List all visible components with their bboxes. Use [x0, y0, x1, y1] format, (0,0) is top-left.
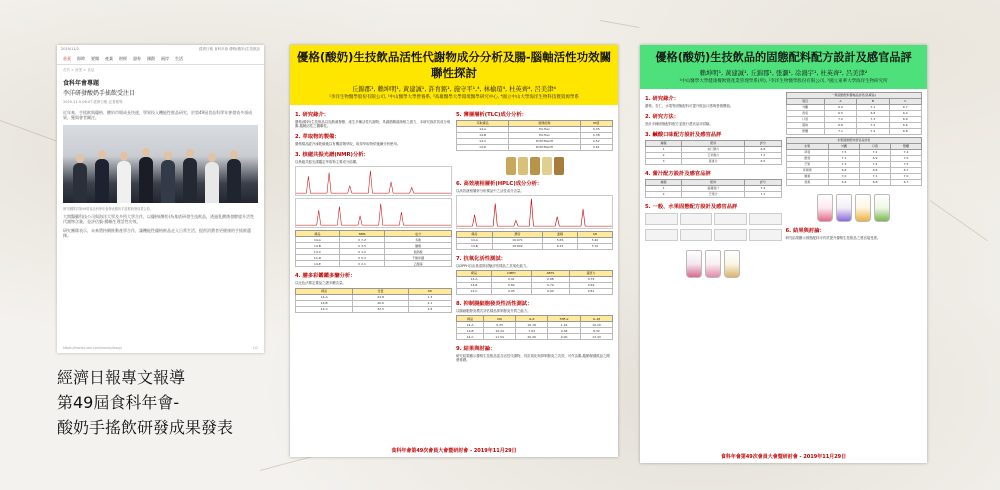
table-title: 一般固態配料優格品評表(各樣品) — [786, 92, 922, 98]
person-head — [230, 150, 238, 159]
poster-affiliations: ¹李洋生物醫學股份有限公司, ²中山醫學大學營養系, ³高雄醫學大學環境醫學研究中心, ⁴國立中山大學海洋生物科技暨資源學系 — [329, 95, 579, 100]
general-sensory-table: 一般固態配料優格品評表(各樣品) 項目 A B C 外觀 6.9 7.1 6.7 香氣 6.5 6.8 6.4 口感 7.0 7.3 6.9 風味 6.8 7.2 6.6 整體 7.1 7.4 6.8 — [786, 92, 923, 135]
section-heading: 2. 研究方法： — [645, 113, 680, 120]
section-text: 優格樣品經冷凍乾燥後以有機溶劑萃取，取得萃取物供後續分析使用。 — [295, 141, 401, 146]
poster-authors: 丘錦郡¹, 賴坤明¹, 黃建誠¹, 許育銘¹, 施守平¹,⁴, 林榆瑄⁴, 杜英齊⁴, 呂美津⁴ — [352, 86, 556, 93]
person-figure — [183, 158, 197, 203]
poster-footer: 食科年會第49次會員大會暨研討會 - 2019年11月29日 — [391, 448, 517, 454]
article-group-photo — [63, 125, 258, 203]
section-heading: 3. 鹹酸口味配方設計及感官品評 — [645, 131, 722, 138]
person-head — [186, 149, 194, 158]
yogurt-cup — [874, 194, 890, 222]
section-text: 研究結果顯示優格生技飲品富含活性代謝物，具抗氧化與抑制發炎之功效，可作為腸-腦軸保健飲品之開發基礎。 — [456, 354, 610, 363]
sensory-image — [645, 229, 678, 241]
sensory-image-row — [645, 213, 782, 225]
yogurt-cups — [645, 246, 782, 278]
research-poster-1 — [290, 45, 618, 457]
hplc-chromatogram — [456, 195, 613, 229]
nmr-spectrum-plot — [296, 167, 451, 195]
nmr-table: 樣品 NMR 成分 14-A δ 7.2 多酚 14-B δ 3.5 醣類 14-C δ 1.2 脂肪酸 14-D δ 5.3 不飽和鍵 14-E δ 2.1 乙醯基 — [295, 230, 452, 267]
poster-header — [290, 45, 618, 105]
poster-authors: 賴坤明¹, 黃建誠¹, 丘錦郡¹, 張灝¹, 凃鴻宇¹, 杜英齊², 呂美津² — [699, 70, 868, 77]
table-title: 水果固態配料感官品評表 — [786, 137, 922, 143]
sensory-image-row — [645, 229, 782, 241]
nav-item[interactable]: 財經 — [119, 56, 127, 61]
article-paragraph: 近年來，手搖飲與優格、酸奶市場成長快速，學界投入機能性飲品研究，於第49屆食品科學年會發表多項成果，獲與會者關注。 — [63, 110, 253, 120]
nav-item[interactable]: 產業 — [105, 56, 113, 61]
poster-header — [640, 45, 927, 89]
section-heading: 8. 抑制腸細胞發炎性活性測試： — [456, 300, 533, 307]
article-subtitle: 李洋研發酸奶手搖飲受注目 — [63, 90, 136, 97]
section-text: 以核磁共振光譜鑑定萃取物主要成分結構。 — [295, 160, 360, 165]
fruit-sensory-table: 水果固態配料感官品評表 水果 外觀 口感 整體 草莓 7.5 7.2 7.4 藍莓 7.1 6.9 7.0 芒果 7.3 7.4 7.5 奇異果 6.8 6.6 6.7 鳳梨 7.0 7.1 7.0 香蕉 6.6 6.8 6.7 — [786, 137, 923, 186]
section-text: 優格(酸奶)生技飲品以乳酸菌發酵，產生多種活性代謝物，具調節腸道菌相之潛力，本研究探討其成分與腸-腦軸活性之關聯性。 — [295, 119, 451, 128]
section-heading: 7. 抗氧化活性測試： — [456, 255, 506, 262]
sensory-image — [680, 213, 713, 225]
yogurt-cup — [855, 194, 871, 222]
person-head — [120, 152, 128, 161]
section-heading: 6. 結果與討論： — [785, 227, 825, 234]
antioxidant-table: 樣品 DPPH ABTS 還原力 14-A 0.91 0.88 0.76 14-B 0.82 0.79 0.69 14-C 0.95 0.90 0.81 — [456, 270, 613, 295]
person-head — [208, 153, 216, 162]
poster-title: 優格(酸奶)生技飲品的固態配料配方設計及感官品評 — [655, 51, 912, 64]
nav-item[interactable]: 國際 — [147, 56, 155, 61]
poster-title: 優格(酸奶)生技飲品活性代謝物成分分析及腸-腦軸活性功效關聯性探討 — [296, 50, 612, 80]
article-url[interactable]: https://money.udn.com/money/story/ — [63, 346, 122, 350]
yogurt-cup — [836, 194, 852, 222]
yogurt-cup — [724, 250, 740, 278]
sample-vial — [542, 157, 552, 175]
person-head — [164, 151, 172, 160]
caption-line: 第49屆食科年會- — [57, 393, 180, 412]
person-head — [98, 150, 106, 159]
nav-item[interactable]: 首頁 — [63, 56, 71, 61]
sensory-image — [749, 213, 782, 225]
anti-inflammation-table: 樣品 NO IL-6 TNF-α IL-1β 14-A 6.35 16.18 1.16 10.20 14-B 10.24 7.64 4.38 8.32 14-C 11.54 20.26 0.00 13.43 — [456, 315, 613, 340]
section-heading: 1. 研究緣介： — [645, 95, 680, 102]
person-figure — [73, 163, 87, 203]
nav-item[interactable]: 兩岸 — [161, 56, 169, 61]
section-text: 以高效液相層析分析樣品中之活性成分含量。 — [456, 188, 524, 193]
article-paragraph: 大開醫藥科技公司與海洋大學及多所大學合作，以優格(酸奶)為基底研發生技飲品，透過乳酸菌發酵提升活性代謝物含量，並評估腦-腸軸生理活性功效。 — [63, 214, 255, 224]
sensory-image — [680, 229, 713, 241]
photo-caption: 研究團隊於第49屆食品科學年會發表酸奶手搖飲研發成果合影。 — [63, 207, 154, 211]
section-heading: 1. 研究緣介： — [295, 111, 330, 118]
breadcrumb: 首頁 > 產業 > 食品 — [63, 68, 95, 72]
polysaccharide-table: 樣品 含量 SD 14-A 24.8 1.3 14-B 40.6 2.1 14-C 32.5 1.8 — [295, 288, 452, 313]
yogurt-cups — [786, 190, 923, 222]
sensory-image — [749, 229, 782, 241]
nmr-spectrum — [295, 198, 452, 228]
salty-sour-table: 編號 配料 評分 1 杏仁酥片 6.8 2 玉米脆片 7.2 3 燕麥片 6.5 — [645, 140, 782, 165]
article-title: 食科年會專題 — [63, 80, 100, 87]
poster-affiliations: ¹中山醫學大學健康餐飲暨產業管理學系(所), ²李洋生物醫學股份有限公司, ³國立東華大學海洋生物研究所 — [679, 79, 888, 84]
section-text: 以腸細胞發炎模式評估樣品抑制發炎介質之能力。 — [456, 308, 531, 313]
sample-vial — [530, 157, 540, 175]
nav-item[interactable]: 要聞 — [91, 56, 99, 61]
sample-vial — [554, 157, 564, 175]
news-article-clipping — [57, 45, 264, 353]
caption-line: 酸奶手搖飲研發成果發表 — [57, 418, 234, 437]
juice-table: 編號 配料 評分 1 蔓越莓汁 7.4 2 芒果汁 7.1 — [645, 179, 782, 198]
sensory-image — [645, 213, 678, 225]
article-date: 2019/11/2 — [61, 47, 79, 51]
nmr-spectrum — [295, 166, 452, 196]
section-heading: 6. 高效液相層析(HPLC)成分分析： — [456, 180, 543, 187]
sample-vials — [456, 153, 613, 175]
section-heading: 5. 薄層層析(TLC)成分分析： — [456, 111, 527, 118]
person-head — [142, 148, 150, 157]
sensory-image — [714, 229, 747, 241]
person-figure — [161, 160, 175, 203]
section-text: 優格、杏仁、水果等固態配料可提升飲品口感與營養價值。 — [645, 103, 734, 108]
photo-caption-text — [57, 365, 233, 440]
article-meta: 2019-11-9 06:07 經濟日報 記者報導 — [63, 100, 123, 104]
nmr-spectrum-plot — [296, 199, 451, 227]
caption-line: 經濟日報專文報導 — [57, 368, 186, 387]
article-header-title: 經濟日報 食科年會 優格(酸奶)生技飲品 — [199, 47, 260, 51]
section-text: 以比色法測定樣品之總多醣含量。 — [295, 281, 346, 286]
hplc-table: 樣品 濃度 面積 SD 14-A 16.971 5.65 3.40 14-B 18.802 6.15 3.70 — [456, 231, 613, 250]
section-heading: 3. 核磁共振光譜(NMR)分析： — [295, 152, 369, 159]
section-heading: 2. 萃取物的製備： — [295, 133, 340, 140]
section-text: 設計多種固態配料配方並進行感官品評試驗。 — [645, 121, 713, 126]
section-heading: 4. 膳多彩鑑鑑多醣分析： — [295, 273, 356, 280]
sensory-image — [714, 213, 747, 225]
tlc-table: 萃取樣品 展開溶劑 Rf值 14-A EA:Hex 0.45 14-B EA:Hex 0.38 14-C DCM:MeOH 0.52 14-D DCM:MeOH 0.61 — [456, 120, 613, 151]
person-figure — [117, 161, 131, 203]
section-heading: 5. 一般、水果固態配方設計及感官品評 — [645, 203, 738, 210]
person-figure — [95, 159, 109, 203]
poster-footer: 食科年會第49次會員大會暨研討會 - 2019年11月29日 — [720, 454, 847, 460]
section-heading: 9. 結果與討論： — [456, 346, 496, 353]
sample-vial — [518, 157, 528, 175]
nav-item[interactable]: 證券 — [133, 56, 141, 61]
article-nav — [57, 54, 264, 65]
person-head — [76, 154, 84, 163]
section-heading: 4. 蕾汁配方設計及感官品評 — [645, 170, 711, 177]
yogurt-cup — [705, 250, 721, 278]
sample-vial — [506, 157, 516, 175]
article-page-number: 1/2 — [252, 346, 258, 350]
article-paragraph: 研究團隊表示，未來將持續推動產學合作，讓機能性優格飲品走入日常生活，提供消費者更健康的手搖飲選擇。 — [63, 228, 251, 238]
nav-item[interactable]: 生活 — [175, 56, 183, 61]
person-figure — [227, 159, 241, 203]
hplc-chromatogram-plot — [457, 196, 612, 228]
person-figure — [139, 157, 153, 203]
person-figure — [205, 162, 219, 203]
section-text: 研究結果顯示固態配料可有效提升優格生技飲品之感官接受度。 — [785, 235, 881, 240]
research-poster-2 — [640, 45, 927, 463]
section-text: 以DPPH自由基清除試驗評估樣品之抗氧化能力。 — [456, 263, 530, 268]
yogurt-cup — [817, 194, 833, 222]
nav-item[interactable]: 即時 — [77, 56, 85, 61]
yogurt-cup — [686, 250, 702, 278]
